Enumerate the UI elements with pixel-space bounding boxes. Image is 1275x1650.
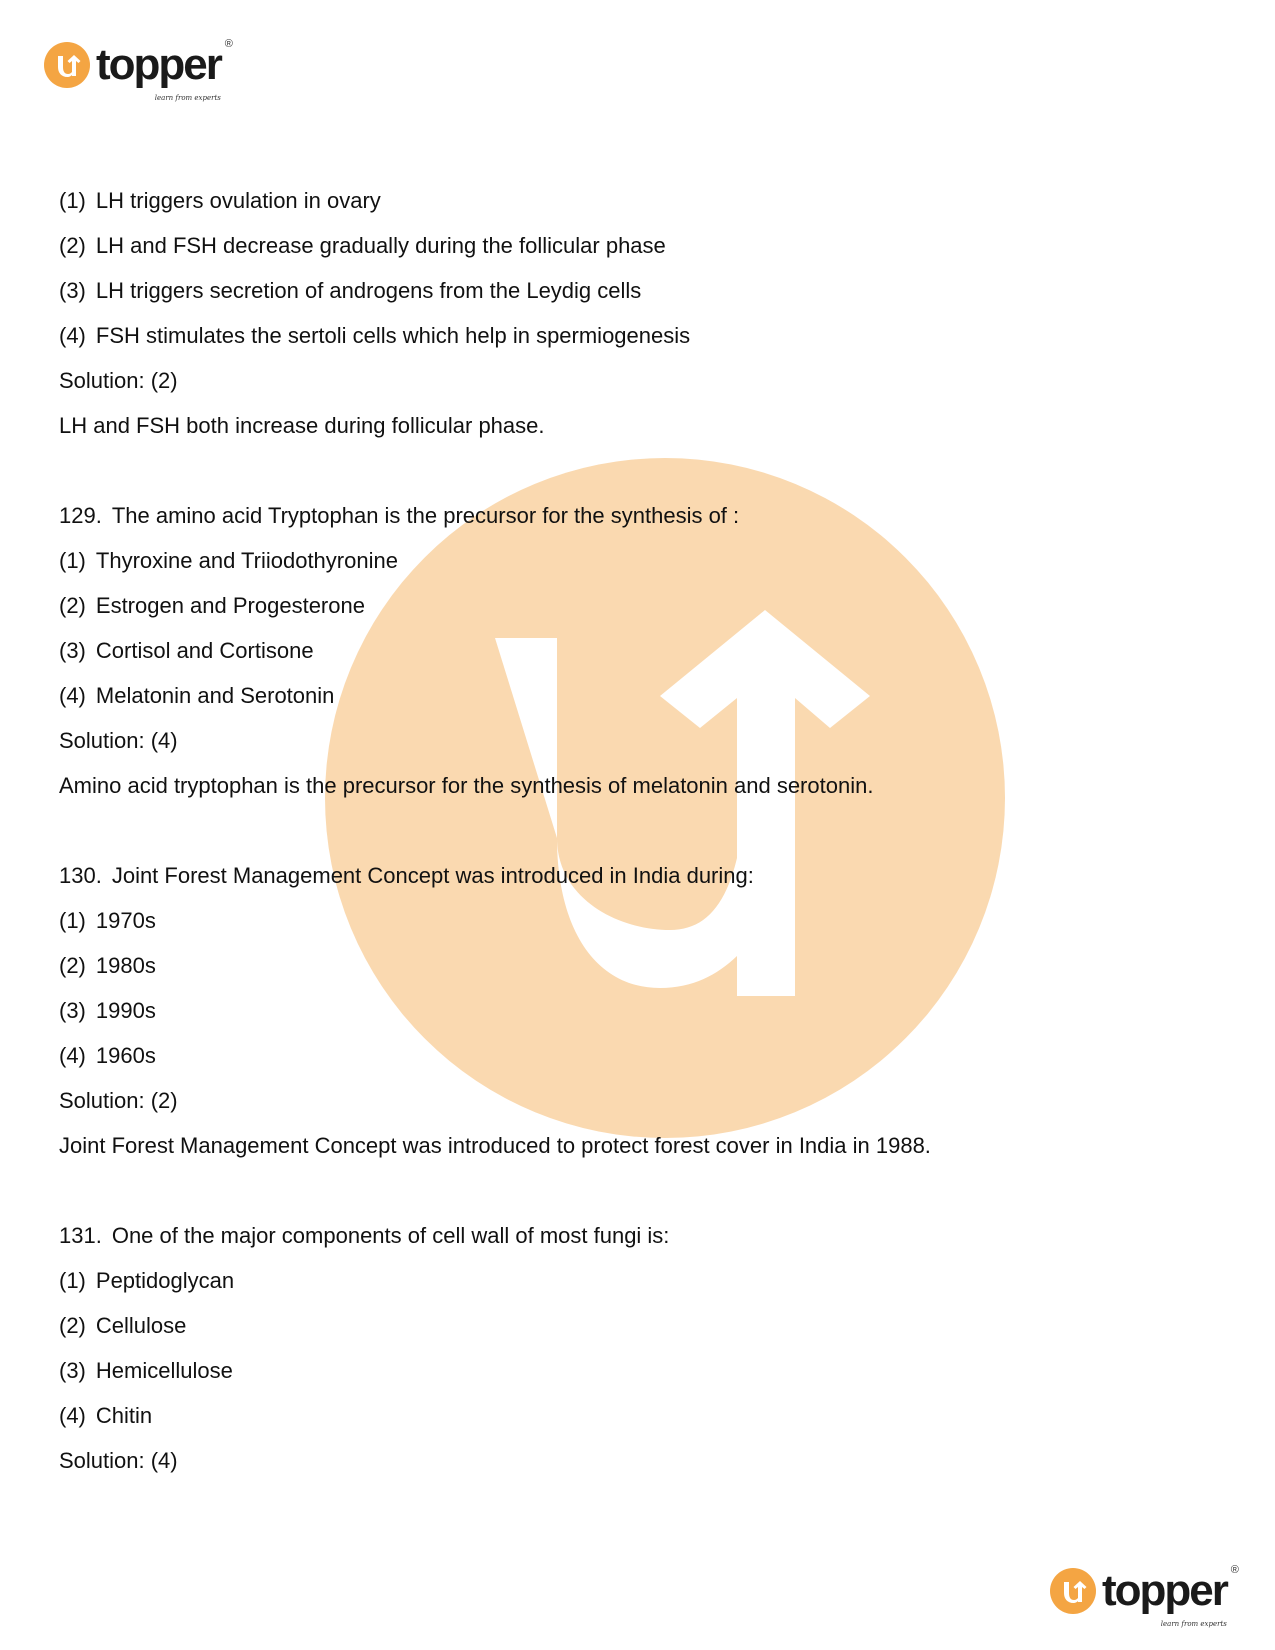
footer-logo <box>1050 1564 1239 1628</box>
option-text: Hemicellulose <box>95 1358 233 1383</box>
option-text: Cellulose <box>95 1313 187 1338</box>
option-line <box>59 1311 1179 1356</box>
option-line <box>59 1266 1179 1311</box>
question-number: 131. <box>59 1223 102 1248</box>
option-text: Peptidoglycan <box>95 1268 235 1293</box>
question-block-131 <box>59 1221 1179 1491</box>
logo-wordmark: topper <box>1102 1566 1227 1615</box>
option-number: (2) <box>59 233 86 258</box>
logo-tagline: learn from experts <box>154 94 221 102</box>
option-line <box>59 1401 1179 1446</box>
option-number: (2) <box>59 593 86 618</box>
registered-mark: ® <box>224 38 233 50</box>
question-block-128 <box>59 186 1179 456</box>
option-text: 1990s <box>95 998 156 1023</box>
option-line <box>59 636 1179 681</box>
option-text: 1970s <box>95 908 156 933</box>
solution-line: Solution: (2) <box>59 1088 178 1113</box>
option-line <box>59 276 1179 321</box>
option-line <box>59 951 1179 996</box>
option-text: Thyroxine and Triiodothyronine <box>95 548 398 573</box>
option-line <box>59 681 1179 726</box>
question-text: The amino acid Tryptophan is the precursor for the synthesis of : <box>111 503 740 528</box>
option-number: (4) <box>59 1403 86 1428</box>
explanation-line: Joint Forest Management Concept was introduced to protect forest cover in India in 1988. <box>59 1133 931 1158</box>
question-line <box>59 861 1179 906</box>
solution-line: Solution: (4) <box>59 1448 178 1473</box>
option-number: (3) <box>59 638 86 663</box>
explanation-line: LH and FSH both increase during follicular phase. <box>59 413 545 438</box>
option-number: (3) <box>59 1358 86 1383</box>
question-number: 130. <box>59 863 102 888</box>
option-text: LH triggers secretion of androgens from the Leydig cells <box>95 278 642 303</box>
option-text: 1960s <box>95 1043 156 1068</box>
registered-mark: ® <box>1230 1564 1239 1576</box>
option-line <box>59 546 1179 591</box>
logo-badge-icon <box>44 42 90 88</box>
solution-line: Solution: (2) <box>59 368 178 393</box>
option-number: (4) <box>59 1043 86 1068</box>
option-text: Melatonin and Serotonin <box>95 683 335 708</box>
option-text: 1980s <box>95 953 156 978</box>
option-line <box>59 321 1179 366</box>
option-text: Estrogen and Progesterone <box>95 593 365 618</box>
document-body <box>59 186 1179 1491</box>
logo-tagline: learn from experts <box>1160 1620 1227 1628</box>
option-line <box>59 1041 1179 1086</box>
option-text: LH triggers ovulation in ovary <box>95 188 381 213</box>
question-line <box>59 1221 1179 1266</box>
question-block-130 <box>59 861 1179 1176</box>
option-number: (4) <box>59 323 86 348</box>
solution-line: Solution: (4) <box>59 728 178 753</box>
question-text: One of the major components of cell wall of most fungi is: <box>111 1223 670 1248</box>
option-number: (1) <box>59 548 86 573</box>
question-block-129 <box>59 501 1179 816</box>
option-line <box>59 591 1179 636</box>
question-text: Joint Forest Management Concept was introduced in India during: <box>111 863 754 888</box>
option-line <box>59 186 1179 231</box>
option-line <box>59 996 1179 1041</box>
option-line <box>59 1356 1179 1401</box>
option-number: (1) <box>59 1268 86 1293</box>
option-number: (2) <box>59 953 86 978</box>
option-number: (1) <box>59 908 86 933</box>
option-number: (2) <box>59 1313 86 1338</box>
header-logo <box>44 38 233 102</box>
question-number: 129. <box>59 503 102 528</box>
option-number: (3) <box>59 278 86 303</box>
option-number: (3) <box>59 998 86 1023</box>
option-number: (4) <box>59 683 86 708</box>
question-line <box>59 501 1179 546</box>
option-text: Chitin <box>95 1403 153 1428</box>
option-number: (1) <box>59 188 86 213</box>
option-text: Cortisol and Cortisone <box>95 638 314 663</box>
option-text: LH and FSH decrease gradually during the follicular phase <box>95 233 666 258</box>
explanation-line: Amino acid tryptophan is the precursor for the synthesis of melatonin and serotonin. <box>59 773 874 798</box>
logo-badge-icon <box>1050 1568 1096 1614</box>
logo-wordmark: topper <box>96 40 221 89</box>
option-text: FSH stimulates the sertoli cells which help in spermiogenesis <box>95 323 691 348</box>
option-line <box>59 906 1179 951</box>
option-line <box>59 231 1179 276</box>
